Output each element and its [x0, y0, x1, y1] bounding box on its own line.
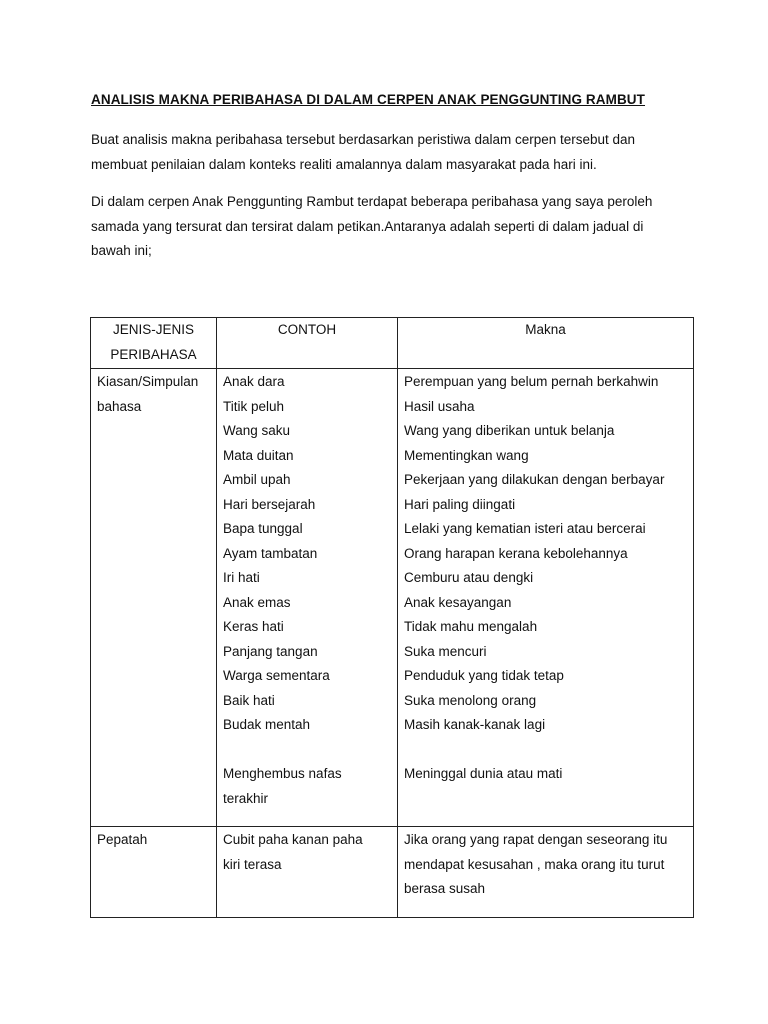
document-title: ANALISIS MAKNA PERIBAHASA DI DALAM CERPEN ANAK PENGGUNTING RAMBUT — [91, 92, 646, 107]
blank-line — [404, 787, 687, 812]
cell-text-line: Budak mentah — [223, 717, 311, 732]
cell-contoh — [217, 369, 398, 827]
cell-text-line: Bapa tunggal — [223, 521, 303, 536]
cell-text-line: Anak kesayangan — [404, 594, 512, 610]
cell-jenis — [91, 369, 217, 827]
header-makna-label: Makna — [525, 322, 566, 337]
paragraph-line: Di dalam cerpen Anak Penggunting Rambut terdapat beberapa peribahasa yang saya peroleh — [91, 194, 653, 209]
intro-paragraph — [91, 128, 691, 177]
header-jenis-line: JENIS-JENIS — [112, 322, 194, 337]
cell-text-line: Lelaki yang kematian isteri atau bercerai — [404, 521, 646, 536]
cell-text-line: Wang yang diberikan untuk belanja — [404, 423, 615, 438]
cell-text-line: kiri terasa — [223, 856, 282, 872]
peribahasa-table — [90, 317, 694, 918]
header-makna — [398, 318, 694, 369]
cell-text-line: Cubit paha kanan paha — [223, 832, 363, 847]
row-padding — [97, 853, 210, 868]
cell-makna — [398, 827, 694, 918]
blank-line — [223, 738, 391, 763]
cell-text-line: Suka menolong orang — [404, 692, 537, 708]
cell-text-line: Warga sementara — [223, 668, 330, 683]
table-row — [91, 827, 694, 918]
cell-text-line: Mata duitan — [223, 447, 294, 463]
cell-text-line: Masih kanak-kanak lagi — [404, 717, 546, 732]
cell-text-line: mendapat kesusahan , maka orang itu turut — [404, 856, 665, 872]
cell-text-line: Ayam tambatan — [223, 545, 318, 561]
cell-text-line: Perempuan yang belum pernah berkahwin — [404, 374, 659, 389]
cell-text-line: Pekerjaan yang dilakukan dengan berbayar — [404, 472, 665, 487]
header-jenis-line: PERIBAHASA — [110, 346, 197, 362]
cell-text-line: bahasa — [97, 398, 142, 414]
cell-text-line: Tidak mahu mengalah — [404, 619, 538, 634]
cell-text-line: Menghembus nafas — [223, 766, 342, 781]
row-padding — [404, 811, 687, 826]
cell-text-line: Iri hati — [223, 570, 260, 585]
cell-text-line: Anak emas — [223, 594, 291, 610]
cell-text-line: Titik peluh — [223, 398, 285, 414]
header-jenis — [91, 318, 217, 369]
paragraph-line: samada yang tersurat dan tersirat dalam petikan.Antaranya adalah seperti di dalam jadual di — [91, 218, 644, 234]
blank-line — [404, 738, 687, 763]
cell-text-line: Kiasan/Simpulan — [97, 374, 199, 389]
cell-text-line: Wang saku — [223, 423, 291, 438]
row-padding — [404, 902, 687, 917]
cell-text-line: Keras hati — [223, 619, 284, 634]
cell-text-line: Cemburu atau dengki — [404, 570, 534, 585]
cell-text-line: Hari bersejarah — [223, 496, 316, 512]
cell-makna — [398, 369, 694, 827]
cell-text-line: berasa susah — [404, 881, 486, 896]
row-padding — [223, 877, 391, 892]
cell-text-line: Anak dara — [223, 374, 285, 389]
paragraph-line: bawah ini; — [91, 243, 152, 258]
cell-text-line: Hasil usaha — [404, 398, 475, 414]
cell-text-line: Baik hati — [223, 692, 275, 708]
row-padding — [97, 419, 210, 434]
table-header-row — [91, 318, 694, 369]
header-contoh-label: CONTOH — [277, 322, 337, 337]
paragraph-line: Buat analisis makna peribahasa tersebut berdasarkan peristiwa dalam cerpen tersebut dan — [91, 132, 636, 147]
cell-text-line: Ambil upah — [223, 472, 291, 487]
cell-text-line: Pepatah — [97, 832, 148, 847]
cell-text-line: Penduduk yang tidak tetap — [404, 668, 564, 683]
cell-text-line: terakhir — [223, 790, 269, 806]
cell-text-line: Orang harapan kerana kebolehannya — [404, 545, 628, 561]
cell-text-line: Hari paling diingati — [404, 496, 516, 512]
table-row — [91, 369, 694, 827]
row-padding — [223, 811, 391, 826]
cell-text-line: Panjang tangan — [223, 643, 318, 659]
cell-text-line: Meninggal dunia atau mati — [404, 766, 563, 781]
paragraph-line: membuat penilaian dalam konteks realiti amalannya dalam masyarakat pada hari ini. — [91, 156, 597, 172]
header-contoh — [217, 318, 398, 369]
cell-contoh — [217, 827, 398, 918]
cell-jenis — [91, 827, 217, 918]
context-paragraph — [91, 190, 691, 264]
cell-text-line: Mementingkan wang — [404, 447, 529, 463]
cell-text-line: Suka mencuri — [404, 643, 487, 659]
cell-text-line: Jika orang yang rapat dengan seseorang itu — [404, 832, 668, 847]
